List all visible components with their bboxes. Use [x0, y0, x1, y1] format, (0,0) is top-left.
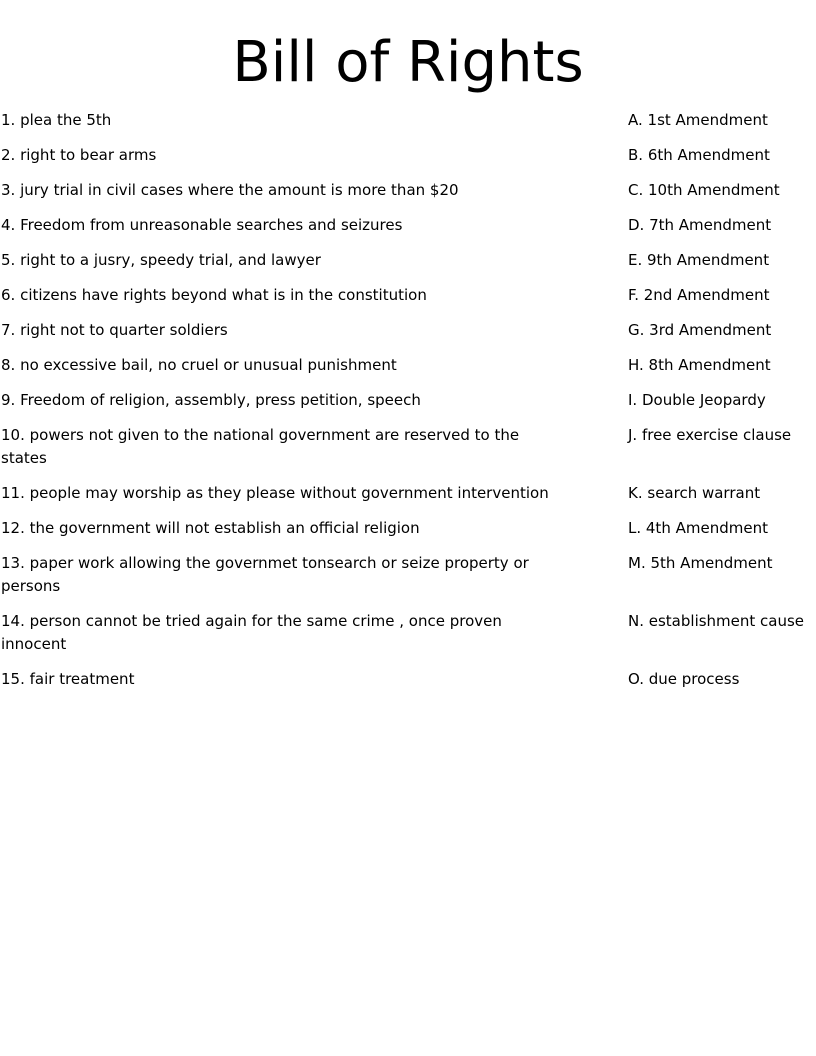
- clue-text: 7. right not to quarter soldiers: [1, 321, 228, 339]
- answer-text: E. 9th Amendment: [628, 251, 770, 269]
- answer-text: L. 4th Amendment: [628, 519, 768, 537]
- matching-row: [1, 517, 816, 540]
- clue-text: 11. people may worship as they please without government intervention: [1, 484, 549, 502]
- matching-row: [1, 482, 816, 505]
- matching-row: [1, 424, 816, 470]
- clue-text: 6. citizens have rights beyond what is in the constitution: [1, 286, 427, 304]
- matching-row: [1, 284, 816, 307]
- answer-text: B. 6th Amendment: [628, 146, 770, 164]
- clue-text: 4. Freedom from unreasonable searches and seizures: [1, 216, 403, 234]
- matching-row: [1, 389, 816, 412]
- clue-text: 1. plea the 5th: [1, 111, 112, 129]
- matching-row: [1, 214, 816, 237]
- matching-row: [1, 109, 816, 132]
- matching-row: [1, 668, 816, 691]
- answer-text: C. 10th Amendment: [628, 181, 780, 199]
- clue-text: 3. jury trial in civil cases where the amount is more than $20: [1, 181, 459, 199]
- answer-text: F. 2nd Amendment: [628, 286, 770, 304]
- matching-row: [1, 319, 816, 342]
- clue-text: 14. person cannot be tried again for the same crime , once proven innocent: [1, 612, 502, 653]
- answer-text: O. due process: [628, 670, 740, 688]
- answer-text: G. 3rd Amendment: [628, 321, 772, 339]
- matching-row: [1, 179, 816, 202]
- clue-text: 2. right to bear arms: [1, 146, 157, 164]
- answer-text: J. free exercise clause: [628, 426, 792, 444]
- matching-row: [1, 552, 816, 598]
- page-title: Bill of Rights: [232, 30, 584, 95]
- matching-row: [1, 249, 816, 272]
- answer-text: I. Double Jeopardy: [628, 391, 766, 409]
- clue-text: 15. fair treatment: [1, 670, 135, 688]
- clue-text: 5. right to a jusry, speedy trial, and lawyer: [1, 251, 321, 269]
- clue-text: 9. Freedom of religion, assembly, press petition, speech: [1, 391, 421, 409]
- answer-text: M. 5th Amendment: [628, 554, 773, 572]
- clue-text: 8. no excessive bail, no cruel or unusual punishment: [1, 356, 397, 374]
- matching-row: [1, 144, 816, 167]
- answer-text: D. 7th Amendment: [628, 216, 772, 234]
- answer-text: N. establishment cause: [628, 612, 805, 630]
- answer-text: K. search warrant: [628, 484, 761, 502]
- answer-text: A. 1st Amendment: [628, 111, 768, 129]
- matching-row: [1, 354, 816, 377]
- matching-row: [1, 610, 816, 656]
- answer-text: H. 8th Amendment: [628, 356, 771, 374]
- clue-text: 10. powers not given to the national government are reserved to the states: [1, 426, 520, 467]
- clue-text: 13. paper work allowing the governmet tonsearch or seize property or persons: [1, 554, 529, 595]
- clue-text: 12. the government will not establish an official religion: [1, 519, 420, 537]
- matching-list: [0, 109, 816, 691]
